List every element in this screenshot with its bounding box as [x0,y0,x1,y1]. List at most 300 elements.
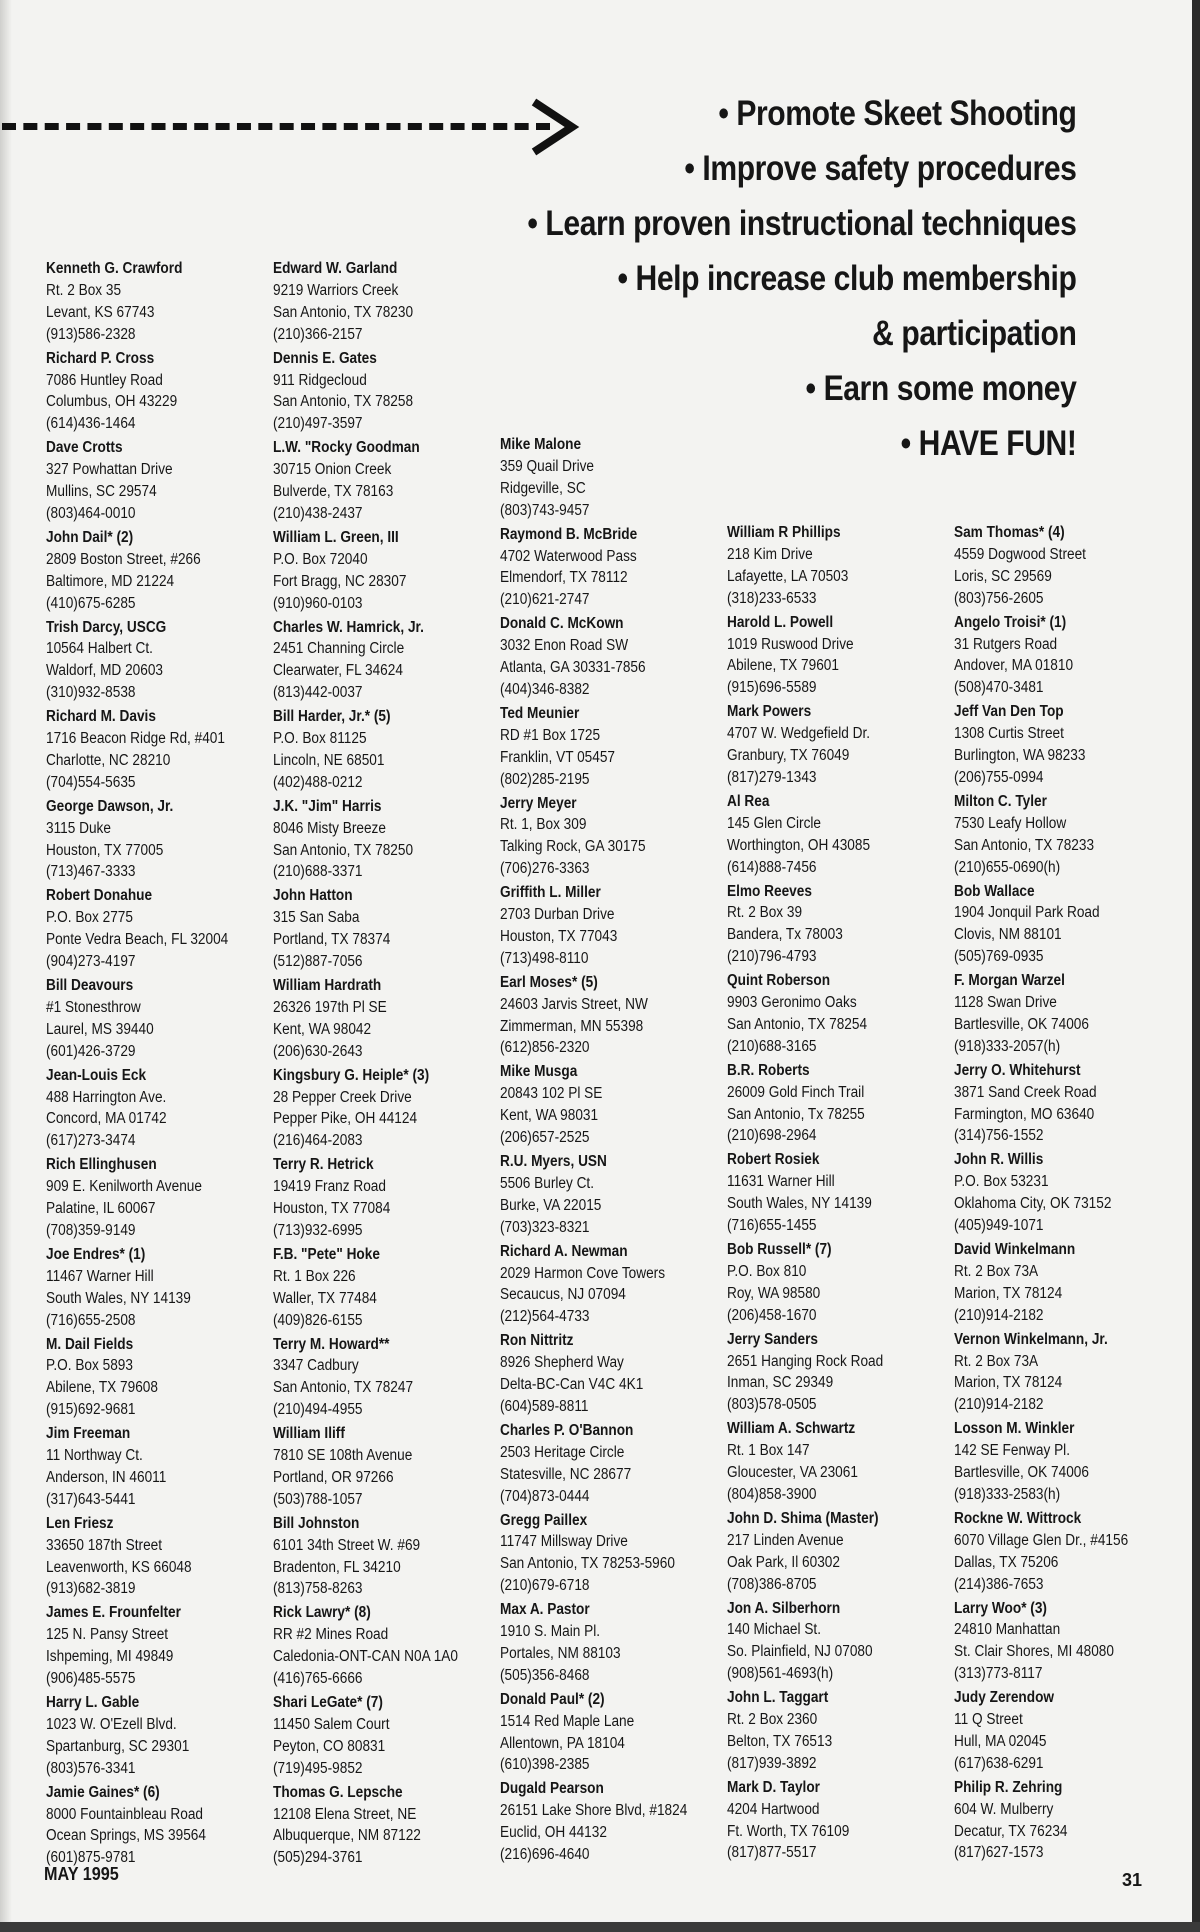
member-name: Quint Roberson [727,972,831,990]
member-address-line: Dallas, TX 75206 [954,1553,1059,1571]
member-name: William Iliff [273,1425,345,1443]
member-phone: (716)655-2508 [46,1311,136,1329]
member-address-line: Elmendorf, TX 78112 [500,569,628,587]
directory-entry [46,437,268,525]
member-address-line: 7810 SE 108th Avenue [273,1447,413,1465]
directory-entry [954,1418,1176,1506]
member-address-line: 11631 Warner Hill [727,1173,835,1191]
member-phone: (210)497-3597 [273,415,363,433]
page-edge-right [1192,0,1200,1932]
issue-date: MAY 1995 [44,1864,119,1884]
member-address-line: P.O. Box 53231 [954,1173,1049,1191]
member-name: Philip R. Zehring [954,1778,1063,1796]
directory-entry [46,258,268,346]
member-phone: (708)386-8705 [727,1575,817,1593]
member-address-line: 11 Northway Ct. [46,1447,143,1465]
member-phone: (614)436-1464 [46,415,136,433]
directory-entry [954,1777,1176,1865]
member-name: Jerry Sanders [727,1330,818,1348]
member-address-line: Spartanburg, SC 29301 [46,1737,190,1755]
benefit-item: & participation [871,314,1076,353]
member-phone: (210)914-2182 [954,1306,1044,1324]
member-phone: (617)273-3474 [46,1132,136,1150]
member-phone: (402)488-0212 [273,773,363,791]
member-name: Jeff Van Den Top [954,703,1064,721]
directory-entry [500,1420,722,1508]
directory-entry [273,258,495,346]
member-name: John R. Willis [954,1151,1044,1169]
member-address-line: 1716 Beacon Ridge Rd, #401 [46,730,225,748]
member-phone: (216)464-2083 [273,1132,363,1150]
member-phone: (210)621-2747 [500,591,590,609]
member-phone: (918)333-2583(h) [954,1485,1061,1503]
member-phone: (817)627-1573 [954,1844,1044,1862]
member-address-line: 24810 Manhattan [954,1621,1061,1639]
member-phone: (817)939-3892 [727,1754,817,1772]
member-phone: (802)285-2195 [500,770,590,788]
member-phone: (310)932-8538 [46,684,136,702]
member-address-line: 4702 Waterwood Pass [500,547,637,565]
member-phone: (404)346-8382 [500,680,590,698]
directory-entry [954,970,1176,1058]
member-name: Donald C. McKown [500,615,624,633]
member-name: Joe Endres* (1) [46,1245,146,1263]
directory-entry [273,1782,495,1870]
directory-column-5 [954,522,1176,1866]
member-address-line: Rt. 2 Box 2360 [727,1711,818,1729]
member-name: F. Morgan Warzel [954,972,1065,990]
member-address-line: Oak Park, Il 60302 [727,1553,840,1571]
member-address-line: Zimmerman, MN 55398 [500,1017,644,1035]
directory-entry [500,434,722,522]
member-address-line: Pepper Pike, OH 44124 [273,1110,418,1128]
directory-entry [46,1334,268,1422]
member-address-line: 8046 Misty Breeze [273,819,386,837]
directory-entry [46,348,268,436]
member-phone: (206)755-0994 [954,768,1044,786]
member-address-line: 3115 Duke [46,819,111,837]
member-name: Mark D. Taylor [727,1778,820,1796]
benefit-item: • Earn some money [805,369,1076,408]
member-address-line: 3871 Sand Creek Road [954,1083,1097,1101]
member-address-line: 30715 Onion Creek [273,461,392,479]
member-name: Raymond B. McBride [500,525,638,543]
directory-entry [46,1423,268,1511]
directory-entry [46,527,268,615]
member-address-line: 1023 W. O'Ezell Blvd. [46,1715,177,1733]
directory-entry [727,1508,949,1596]
member-address-line: Roy, WA 98580 [727,1284,821,1302]
directory-entry [500,613,722,701]
directory-entry [500,793,722,881]
member-name: Elmo Reeves [727,882,812,900]
member-address-line: Gloucester, VA 23061 [727,1464,858,1482]
member-phone: (904)273-4197 [46,953,136,971]
member-name: Earl Moses* (5) [500,973,598,991]
member-name: George Dawson, Jr. [46,797,174,815]
member-address-line: Burke, VA 22015 [500,1196,602,1214]
member-phone: (617)638-6291 [954,1754,1044,1772]
member-address-line: 2451 Channing Circle [273,640,405,658]
directory-entry [273,885,495,973]
member-address-line: 6070 Village Glen Dr., #4156 [954,1531,1129,1549]
member-phone: (915)696-5589 [727,679,817,697]
directory-entry [727,1418,949,1506]
member-address-line: 33650 187th Street [46,1536,163,1554]
member-name: Ron Nittritz [500,1332,574,1350]
member-address-line: 2029 Harmon Cove Towers [500,1264,666,1282]
member-phone: (314)756-1552 [954,1127,1044,1145]
directory-entry [273,1154,495,1242]
member-phone: (601)426-3729 [46,1042,136,1060]
directory-entry [500,1599,722,1687]
member-name: Bill Johnston [273,1514,360,1532]
member-name: Gregg Paillex [500,1511,588,1529]
member-name: Terry M. Howard** [273,1335,390,1353]
member-address-line: Ridgeville, SC [500,479,586,497]
member-address-line: 909 E. Kenilworth Avenue [46,1178,202,1196]
member-name: Bill Deavours [46,977,134,994]
member-address-line: 1514 Red Maple Lane [500,1712,635,1730]
directory-entry [727,1598,949,1686]
member-phone: (210)688-3165 [727,1037,817,1055]
member-address-line: 327 Powhattan Drive [46,461,173,479]
member-name: Jerry Meyer [500,794,577,812]
member-name: John Dail* (2) [46,528,134,546]
member-name: Robert Rosiek [727,1151,820,1169]
member-address-line: 218 Kim Drive [727,545,813,563]
benefit-item: • HAVE FUN! [900,424,1076,463]
directory-entry [46,1244,268,1332]
member-address-line: 2809 Boston Street, #266 [46,550,201,568]
member-name: M. Dail Fields [46,1335,134,1353]
member-name: Bob Russell* (7) [727,1241,832,1258]
directory-entry [727,1060,949,1148]
member-address-line: 604 W. Mulberry [954,1800,1054,1818]
member-name: J.K. "Jim" Harris [273,797,382,815]
member-phone: (214)386-7653 [954,1575,1044,1593]
member-address-line: Leavenworth, KS 66048 [46,1558,192,1576]
member-address-line: Statesville, NC 28677 [500,1465,632,1483]
member-address-line: Ft. Worth, TX 76109 [727,1822,850,1840]
member-address-line: 1910 S. Main Pl. [500,1623,601,1641]
member-address-line: 6101 34th Street W. #69 [273,1536,421,1554]
member-address-line: 142 SE Fenway Pl. [954,1442,1071,1460]
member-name: William L. Green, III [273,528,399,546]
member-name: Losson M. Winkler [954,1420,1075,1438]
member-phone: (719)495-9852 [273,1759,363,1777]
member-phone: (210)438-2437 [273,504,363,522]
member-address-line: 11 Q Street [954,1711,1023,1729]
member-name: Bob Wallace [954,882,1035,900]
directory-entry [273,1423,495,1511]
member-phone: (206)630-2643 [273,1042,363,1060]
member-name: Al Rea [727,792,770,810]
directory-entry [500,1151,722,1239]
member-phone: (610)398-2385 [500,1756,590,1774]
page-edge-bottom [0,1922,1200,1932]
member-phone: (512)887-7056 [273,953,363,971]
member-address-line: 911 Ridgecloud [273,371,367,389]
member-address-line: Houston, TX 77084 [273,1200,391,1218]
member-address-line: Levant, KS 67743 [46,303,155,321]
member-name: R.U. Myers, USN [500,1153,607,1170]
member-address-line: 7530 Leafy Hollow [954,814,1067,832]
benefit-item: • Promote Skeet Shooting [717,94,1076,133]
member-name: Harry L. Gable [46,1694,140,1711]
member-phone: (318)233-6533 [727,589,817,607]
directory-column-3 [500,434,722,1868]
member-name: Mark Powers [727,703,812,721]
member-name: Harold L. Powell [727,613,834,631]
directory-entry [273,348,495,436]
member-name: David Winkelmann [954,1241,1076,1258]
member-phone: (813)758-8263 [273,1580,363,1598]
member-address-line: Waldorf, MD 20603 [46,662,164,680]
member-address-line: Franklin, VT 05457 [500,748,616,766]
member-address-line: Decatur, TX 76234 [954,1822,1068,1840]
member-address-line: Burlington, WA 98233 [954,747,1086,765]
directory-column-2 [273,258,495,1871]
member-address-line: 12108 Elena Street, NE [273,1805,417,1823]
directory-entry [273,617,495,705]
member-phone: (803)464-0010 [46,504,136,522]
member-address-line: 488 Harrington Ave. [46,1088,167,1106]
member-address-line: Allentown, PA 18104 [500,1734,625,1752]
member-address-line: Talking Rock, GA 30175 [500,838,646,856]
member-address-line: Waller, TX 77484 [273,1289,377,1307]
member-phone: (216)696-4640 [500,1846,590,1864]
member-name: Ted Meunier [500,704,580,722]
directory-entry [727,1149,949,1237]
directory-entry [273,1602,495,1690]
member-address-line: Caledonia-ONT-CAN N0A 1A0 [273,1648,458,1666]
member-phone: (210)655-0690(h) [954,858,1061,876]
member-phone: (206)458-1670 [727,1306,817,1324]
directory-entry [46,1513,268,1601]
member-address-line: Mullins, SC 29574 [46,483,157,501]
member-address-line: 145 Glen Circle [727,814,822,832]
member-phone: (505)294-3761 [273,1849,363,1867]
member-address-line: 3347 Cadbury [273,1357,359,1375]
member-address-line: Rt. 1 Box 226 [273,1267,356,1285]
member-address-line: Albuquerque, NM 87122 [273,1827,421,1845]
member-address-line: 315 San Saba [273,909,360,927]
directory-entry [273,1244,495,1332]
directory-entry [46,1602,268,1690]
member-phone: (703)323-8321 [500,1218,590,1236]
member-address-line: 3032 Enon Road SW [500,637,629,655]
member-phone: (906)485-5575 [46,1670,136,1688]
member-phone: (601)875-9781 [46,1849,136,1867]
member-address-line: Rt. 1 Box 147 [727,1442,810,1460]
member-address-line: 4204 Hartwood [727,1800,820,1818]
member-address-line: Clearwater, FL 34624 [273,662,403,680]
member-phone: (405)949-1071 [954,1217,1044,1235]
member-phone: (313)773-8117 [954,1665,1043,1683]
member-address-line: Portales, NM 88103 [500,1644,621,1662]
member-address-line: San Antonio, TX 78247 [273,1379,414,1397]
directory-entry [727,970,949,1058]
directory-entry [273,975,495,1063]
member-phone: (508)470-3481 [954,679,1044,697]
member-address-line: Marion, TX 78124 [954,1284,1063,1302]
directory-entry [727,791,949,879]
member-address-line: Rt. 2 Box 39 [727,904,803,922]
member-name: Rockne W. Wittrock [954,1509,1082,1527]
member-address-line: Rt. 2 Box 73A [954,1262,1039,1280]
member-address-line: P.O. Box 810 [727,1262,807,1280]
member-address-line: Peyton, CO 80831 [273,1737,386,1755]
member-name: Vernon Winkelmann, Jr. [954,1330,1108,1348]
member-phone: (612)856-2320 [500,1039,590,1057]
member-address-line: Concord, MA 01742 [46,1110,167,1128]
directory-entry [500,703,722,791]
member-address-line: Ponte Vedra Beach, FL 32004 [46,931,229,949]
member-address-line: 2703 Durban Drive [500,906,615,924]
directory-entry [46,1154,268,1242]
directory-entry [727,612,949,700]
member-phone: (813)442-0037 [273,684,363,702]
member-address-line: Bartlesville, OK 74006 [954,1464,1089,1482]
member-phone: (212)564-4733 [500,1308,590,1326]
member-name: Dugald Pearson [500,1780,604,1798]
directory-column-4 [727,522,949,1866]
member-address-line: San Antonio, Tx 78255 [727,1105,865,1123]
member-address-line: Rt. 2 Box 73A [954,1352,1039,1370]
member-name: John L. Taggart [727,1689,829,1707]
page-binding-shadow [0,0,12,1932]
member-name: Jon A. Silberhorn [727,1599,841,1617]
member-address-line: 4559 Dogwood Street [954,545,1086,563]
member-address-line: 1904 Jonquil Park Road [954,904,1100,922]
directory-entry [954,1149,1176,1237]
member-phone: (803)743-9457 [500,501,590,519]
member-name: Jim Freeman [46,1425,131,1443]
member-address-line: 1128 Swan Drive [954,994,1057,1012]
member-phone: (716)655-1455 [727,1217,817,1235]
member-address-line: Rt. 2 Box 35 [46,281,122,299]
member-address-line: 20843 102 Pl SE [500,1085,603,1103]
member-address-line: Atlanta, GA 30331-7856 [500,659,646,677]
directory-entry [46,1782,268,1870]
member-name: John D. Shima (Master) [727,1509,879,1527]
member-address-line: 2503 Heritage Circle [500,1443,625,1461]
member-address-line: Charlotte, NC 28210 [46,751,171,769]
directory-entry [273,437,495,525]
member-address-line: Fort Bragg, NC 28307 [273,572,407,590]
member-phone: (604)589-8811 [500,1397,589,1415]
member-phone: (210)698-2964 [727,1127,817,1145]
member-address-line: Kent, WA 98042 [273,1020,372,1038]
member-name: Charles W. Hamrick, Jr. [273,618,424,636]
member-name: Richard M. Davis [46,708,156,726]
member-phone: (713)932-6995 [273,1221,363,1239]
member-phone: (210)366-2157 [273,325,363,343]
directory-entry [46,1065,268,1153]
member-address-line: 24603 Jarvis Street, NW [500,995,648,1013]
directory-entry [500,524,722,612]
member-address-line: 11450 Salem Court [273,1715,390,1733]
directory-entry [727,1777,949,1865]
directory-entry [727,1329,949,1417]
member-address-line: Lafayette, LA 70503 [727,567,849,585]
member-address-line: 1019 Ruswood Drive [727,635,854,653]
member-phone: (913)682-3819 [46,1580,136,1598]
member-address-line: Euclid, OH 44132 [500,1824,607,1842]
member-name: Thomas G. Lepsche [273,1783,403,1801]
member-address-line: 5506 Burley Ct. [500,1174,595,1192]
member-address-line: 8926 Shepherd Way [500,1354,624,1372]
directory-column-1 [46,258,268,1871]
member-address-line: 9219 Warriors Creek [273,281,399,299]
member-address-line: Bulverde, TX 78163 [273,483,394,501]
directory-entry [46,975,268,1063]
member-address-line: 125 N. Pansy Street [46,1626,169,1644]
member-address-line: P.O. Box 72040 [273,550,368,568]
page-number: 31 [1122,1870,1143,1890]
benefit-item: • Improve safety procedures [683,149,1076,188]
directory-entry [500,1689,722,1777]
member-phone: (913)586-2328 [46,325,136,343]
member-phone: (704)554-5635 [46,773,136,791]
member-name: Richard P. Cross [46,349,155,367]
directory-entry [273,1065,495,1153]
directory-entry [46,706,268,794]
member-name: Milton C. Tyler [954,792,1047,810]
directory-entry [273,706,495,794]
member-address-line: Lincoln, NE 68501 [273,751,385,769]
member-name: Griffith L. Miller [500,884,601,902]
member-address-line: Houston, TX 77005 [46,841,164,859]
member-name: Kingsbury G. Heiple* (3) [273,1066,430,1084]
member-phone: (410)675-6285 [46,594,136,612]
member-name: James E. Frounfelter [46,1604,181,1622]
member-address-line: Laurel, MS 39440 [46,1020,154,1038]
directory-entry [954,1239,1176,1327]
directory-entry [727,701,949,789]
member-address-line: Andover, MA 01810 [954,657,1074,675]
member-address-line: #1 Stonesthrow [46,998,141,1016]
member-address-line: South Wales, NY 14139 [46,1289,191,1307]
member-address-line: 7086 Huntley Road [46,371,163,389]
member-address-line: Bradenton, FL 34210 [273,1558,401,1576]
directory-entry [954,791,1176,879]
member-phone: (803)756-2605 [954,589,1044,607]
member-phone: (910)960-0103 [273,594,363,612]
member-address-line: Granbury, TX 76049 [727,747,850,765]
member-address-line: 26009 Gold Finch Trail [727,1083,865,1101]
member-address-line: Loris, SC 29569 [954,567,1052,585]
member-phone: (614)888-7456 [727,858,817,876]
member-name: Judy Zerendow [954,1689,1055,1707]
member-address-line: 9903 Geronimo Oaks [727,994,857,1012]
directory-entry [954,612,1176,700]
member-address-line: RD #1 Box 1725 [500,726,601,744]
member-phone: (210)914-2182 [954,1396,1044,1414]
member-phone: (803)578-0505 [727,1396,817,1414]
member-name: Jamie Gaines* (6) [46,1783,160,1801]
member-address-line: San Antonio, TX 78250 [273,841,414,859]
member-address-line: 359 Quail Drive [500,457,595,475]
member-phone: (915)692-9681 [46,1401,136,1419]
directory-entry [273,1692,495,1780]
member-phone: (817)279-1343 [727,768,817,786]
member-address-line: St. Clair Shores, MI 48080 [954,1643,1114,1661]
directory-entry [727,1239,949,1327]
member-name: Terry R. Hetrick [273,1156,374,1174]
member-address-line: 11747 Millsway Drive [500,1533,628,1551]
